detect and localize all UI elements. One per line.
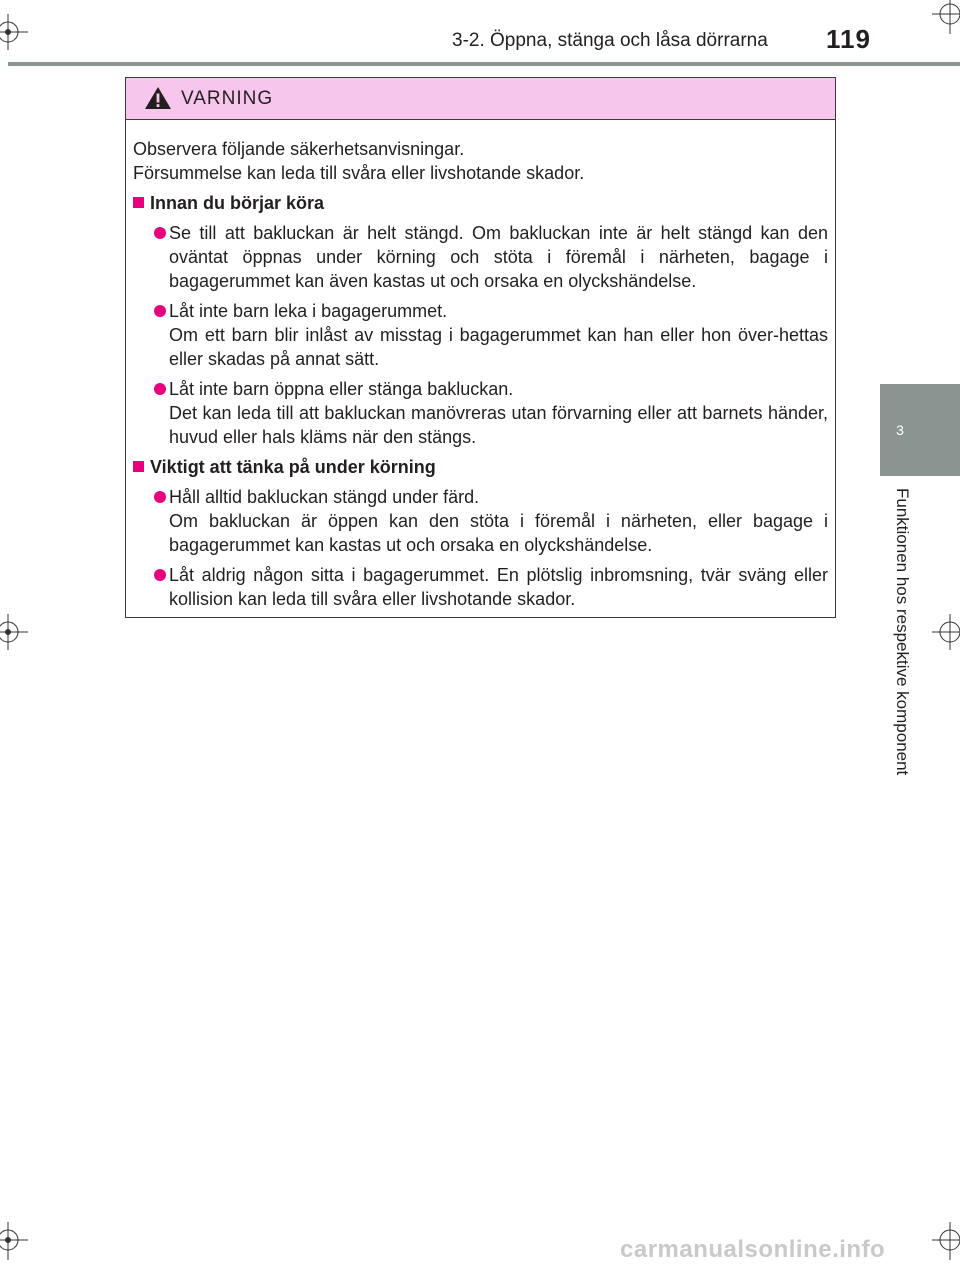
dot-bullet-icon (154, 305, 166, 317)
item-text: Låt aldrig någon sitta i bagagerummet. En plötslig inbromsning, tvär sväng eller kollision kan leda till svåra eller livshotande skador. (169, 565, 828, 609)
dot-bullet-icon (154, 383, 166, 395)
list-item (133, 563, 828, 611)
chapter-tab (880, 384, 960, 476)
square-bullet-icon (133, 461, 144, 472)
section-title: 3-2. Öppna, stänga och låsa dörrarna (452, 30, 768, 51)
section-heading-text: Viktigt att tänka på under körning (150, 457, 436, 477)
crop-mark-bottom-right (932, 1220, 960, 1260)
item-text: Håll alltid bakluckan stängd under färd. (169, 487, 480, 507)
square-bullet-icon (133, 197, 144, 208)
header-divider (8, 62, 960, 66)
warning-title: VARNING (181, 88, 274, 109)
dot-bullet-icon (154, 491, 166, 503)
crop-mark-top-right (932, 0, 960, 40)
chapter-number: 3 (896, 422, 904, 438)
crop-mark-top-left (0, 10, 30, 54)
section-heading-text: Innan du börjar köra (150, 193, 325, 213)
crop-mark-mid-left (0, 612, 30, 652)
list-item (133, 299, 828, 371)
item-text: Det kan leda till att bakluckan manövreras utan förvarning eller att barnets händer, huvud eller hals kläms när den stängs. (169, 403, 828, 447)
warning-triangle-icon (144, 86, 172, 115)
footer-watermark: carmanualsonline.info (620, 1236, 886, 1263)
chapter-title: Funktionen hos respektive komponent (893, 488, 912, 776)
dot-bullet-icon (154, 227, 166, 239)
item-text: Om ett barn blir inlåst av misstag i bagagerummet kan han eller hon över-hettas eller skadas på annat sätt. (169, 325, 828, 369)
list-item (133, 377, 828, 449)
warning-intro (133, 137, 828, 185)
intro-line: Observera följande säkerhetsanvisningar. (133, 139, 465, 159)
item-text: Låt inte barn leka i bagagerummet. (169, 301, 448, 321)
warning-header (126, 78, 835, 120)
list-item (133, 485, 828, 557)
warning-box (125, 77, 836, 618)
item-text: Om bakluckan är öppen kan den stöta i föremål i närheten, eller bagage i bagagerummet kan kastas ut och orsaka en olyckshändelse. (169, 511, 828, 555)
item-text: Se till att bakluckan är helt stängd. Om bakluckan inte är helt stängd kan den oväntat öppnas under körning och stöta i föremål i närheten, bagage i bagagerummet kan även kastas ut och orsaka en olyckshändelse. (169, 223, 828, 291)
crop-mark-mid-right (932, 612, 960, 652)
page-number: 119 (826, 24, 871, 54)
item-text: Låt inte barn öppna eller stänga bakluckan. (169, 379, 514, 399)
intro-line: Försummelse kan leda till svåra eller livshotande skador. (133, 163, 585, 183)
chapter-title-vertical (882, 488, 922, 813)
section-heading (133, 455, 828, 479)
section-heading (133, 191, 828, 215)
crop-mark-bottom-left (0, 1220, 30, 1260)
dot-bullet-icon (154, 569, 166, 581)
warning-body (126, 120, 835, 611)
list-item (133, 221, 828, 293)
